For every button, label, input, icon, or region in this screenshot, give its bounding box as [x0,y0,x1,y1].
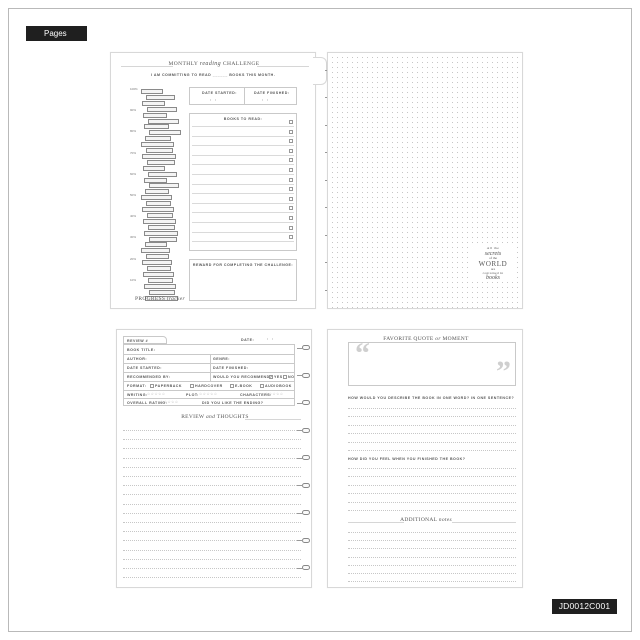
book-row-line [192,203,294,204]
paperback-checkbox[interactable] [150,384,154,388]
writing-line [348,581,516,582]
stacked-book [142,101,165,106]
binder-ring [302,428,310,433]
stacked-book [147,213,173,218]
book-row-checkbox[interactable] [289,158,293,162]
date-box: DATE STARTED: DATE FINISHED: / / / / [189,87,297,105]
review-date-label: DATE: [241,338,255,342]
binder-ring [302,483,310,488]
overall-rating-label: OVERALL RATING: [127,401,168,405]
binder-ring [302,538,310,543]
additional-notes-title: ADDITIONAL notes [400,517,452,523]
writing-line [123,504,301,505]
would-recommend-label: WOULD YOU RECOMMEND? [213,375,273,379]
book-title-label: BOOK TITLE: [127,348,156,352]
writing-line [123,531,301,532]
stacked-book [149,237,177,242]
stacked-book [147,160,175,165]
reward-label: REWARD FOR COMPLETING THE CHALLENGE: [192,263,294,267]
ebook-checkbox[interactable] [230,384,234,388]
author-label: AUTHOR: [127,357,148,361]
writing-line [123,577,301,578]
writing-line [348,557,516,558]
book-row-checkbox[interactable] [289,235,293,239]
book-row-line [192,222,294,223]
writing-line [123,494,301,495]
book-row-line [192,164,294,165]
overall-stars: ☆☆☆☆☆ [160,400,179,404]
writing-line [123,430,301,431]
writing-line [123,458,301,459]
stacked-book [148,172,177,177]
writing-line [123,476,301,477]
binder-ring [302,345,310,350]
writing-line [123,522,301,523]
date-finished-label: DATE FINISHED: [254,91,290,95]
stacked-book [147,107,177,112]
stacked-book [143,113,167,118]
stacked-book [142,207,174,212]
book-row-line [192,174,294,175]
writing-line [123,448,301,449]
book-row-checkbox[interactable] [289,216,293,220]
stacked-book [144,178,167,183]
book-review-page: REVIEW # DATE: / / BOOK TITLE: AUTHOR: GENRE: DATE STARTED: DATE FINISHED: RECOMMENDED BY: WOULD YOU RECOMMEND? YES NO FORMAT: PAPERBACK HARDCOVER E-BOOK AUDIOBOOK WRITING: ☆☆☆☆☆ PLOT: ☆☆☆☆☆ CHARACTERS: ☆☆☆☆☆ OVERALL RATING: ☆☆☆☆☆ DID YOU LIKE THE ENDING? REVIEW and THOUGHTS [116,329,312,588]
stacked-book [146,148,173,153]
recommended-by-label: RECOMMENDED BY: [127,375,171,379]
book-row-line [192,184,294,185]
book-row-checkbox[interactable] [289,178,293,182]
progress-tick-label: 100% [130,87,138,91]
writing-line [348,450,516,451]
stacked-book [148,225,175,230]
progress-tick-label: 70% [130,150,137,155]
stacked-book [144,284,176,289]
no-checkbox[interactable] [283,375,287,379]
date-started-label: DATE STARTED: [127,366,162,370]
audiobook-checkbox[interactable] [260,384,264,388]
stacked-book [143,272,174,277]
review-thoughts-title: REVIEW and THOUGHTS [181,414,249,420]
book-info-table: BOOK TITLE: AUTHOR: GENRE: DATE STARTED: DATE FINISHED: RECOMMENDED BY: WOULD YOU RECOMMEND? YES NO FORMAT: PAPERBACK HARDCOVER E-BOOK AUDIOBOOK WRITING: ☆☆☆☆☆ PLOT: ☆☆☆☆☆ CHARACTERS: ☆☆☆☆☆ OVERALL RATING: ☆☆☆☆☆ DID YOU LIKE THE ENDING? [123,344,295,406]
stacked-book [144,124,169,129]
ending-label: DID YOU LIKE THE ENDING? [202,401,264,405]
stacked-book [145,136,171,141]
progress-tick-label: 50% [130,193,137,197]
monthly-reading-challenge-page [110,52,316,309]
writing-line [348,540,516,541]
characters-stars: ☆☆☆☆☆ [265,392,284,396]
one-word-question: HOW WOULD YOU DESCRIBE THE BOOK IN ONE WORD? IN ONE SENTENCE? [348,396,515,400]
stacked-book [144,231,178,236]
writing-line [123,540,301,541]
binder-ring [302,400,310,405]
stacked-book [146,95,175,100]
stacked-book [149,290,175,295]
stacked-book [141,89,163,94]
close-quote-icon: ” [496,355,511,388]
image-frame [8,8,632,632]
writing-line [348,425,516,426]
book-row-checkbox[interactable] [289,139,293,143]
progress-tick-label: 10% [130,277,137,282]
writing-stars: ☆☆☆☆☆ [147,392,166,396]
product-code: JD0012C001 [552,599,617,614]
binder-ring [302,565,310,570]
book-row-checkbox[interactable] [289,206,293,210]
writing-line [348,573,516,574]
feel-question: HOW DID YOU FEEL WHEN YOU FINISHED THE BOOK? [348,457,466,461]
pages-label: Pages [26,26,87,41]
stacked-book [143,219,176,224]
stacked-book [148,278,173,283]
writing-line [348,442,516,443]
stacked-book [146,254,169,259]
monthly-title: MONTHLY reading CHALLENGE [168,61,260,67]
progress-tick-label: 20% [130,256,137,261]
book-row-checkbox[interactable] [289,226,293,230]
characters-label: CHARACTERS: [240,393,272,397]
book-row-line [192,136,294,137]
stacked-book [149,130,181,135]
writing-line [123,485,301,486]
date-started-label: DATE STARTED: [202,91,237,95]
writing-line [348,416,516,417]
writing-line [348,548,516,549]
stacked-book [145,189,169,194]
yes-checkbox[interactable] [269,375,273,379]
writing-line [348,532,516,533]
format-label: FORMAT: [127,384,147,388]
book-row-line [192,193,294,194]
book-row-checkbox[interactable] [289,149,293,153]
favorite-quote-title: FAVORITE QUOTE or MOMENT [383,336,469,342]
books-quote: All the secrets of the WORLD are contained in books [472,247,514,282]
book-row-line [192,212,294,213]
writing-line [123,559,301,560]
books-to-read-label: BOOKS TO READ: [223,117,263,121]
writing-line [348,510,516,511]
progress-tick-label: 60% [130,171,137,176]
writing-label: WRITING: [127,393,148,397]
stacked-book [142,154,176,159]
book-row-line [192,145,294,146]
writing-line [348,485,516,486]
book-row-checkbox[interactable] [289,168,293,172]
writing-line [123,467,301,468]
review-number-box: REVIEW # [123,336,167,344]
book-row-line [192,241,294,242]
plot-label: PLOT: [186,393,199,397]
book-row-line [192,155,294,156]
writing-line [123,513,301,514]
writing-line [123,439,301,440]
progress-tick-label: 90% [130,108,137,113]
stacked-book [141,195,172,200]
writing-line [348,502,516,503]
book-row-checkbox[interactable] [289,197,293,201]
binder-ring [302,455,310,460]
stacked-book [147,266,171,271]
progress-tracker-title: PROGRESS tracker [135,296,185,302]
book-row-line [192,232,294,233]
reward-box [189,259,297,301]
writing-line [348,565,516,566]
hardcover-checkbox[interactable] [190,384,194,388]
writing-line [348,408,516,409]
stacked-book [142,260,172,265]
writing-line [348,433,516,434]
stacked-book [148,119,179,124]
progress-tick-label: 40% [130,214,137,219]
stacked-book [141,248,170,253]
genre-label: GENRE: [213,357,230,361]
stacked-book [143,166,165,171]
progress-tick-label: 80% [130,129,137,134]
book-row-checkbox[interactable] [289,120,293,124]
stacked-book [141,142,174,147]
writing-line [348,468,516,469]
progress-tick-label: 30% [130,235,137,240]
book-row-checkbox[interactable] [289,130,293,134]
binder-ring [302,510,310,515]
date-finished-label: DATE FINISHED: [213,366,249,370]
open-quote-icon: “ [355,337,370,370]
writing-line [123,568,301,569]
stacked-book [149,183,179,188]
writing-line [123,550,301,551]
books-to-read-box [189,113,297,251]
commit-line: I AM COMMITTING TO READ ______ BOOKS THIS MONTH. [151,73,276,77]
book-row-checkbox[interactable] [289,187,293,191]
stacked-book [145,242,167,247]
binder-ring [302,373,310,378]
writing-line [348,493,516,494]
plot-stars: ☆☆☆☆☆ [199,392,218,396]
favorite-quote-page [327,329,523,588]
book-row-line [192,126,294,127]
stacked-book [146,201,171,206]
dot-grid-page [327,52,523,309]
writing-line [348,476,516,477]
